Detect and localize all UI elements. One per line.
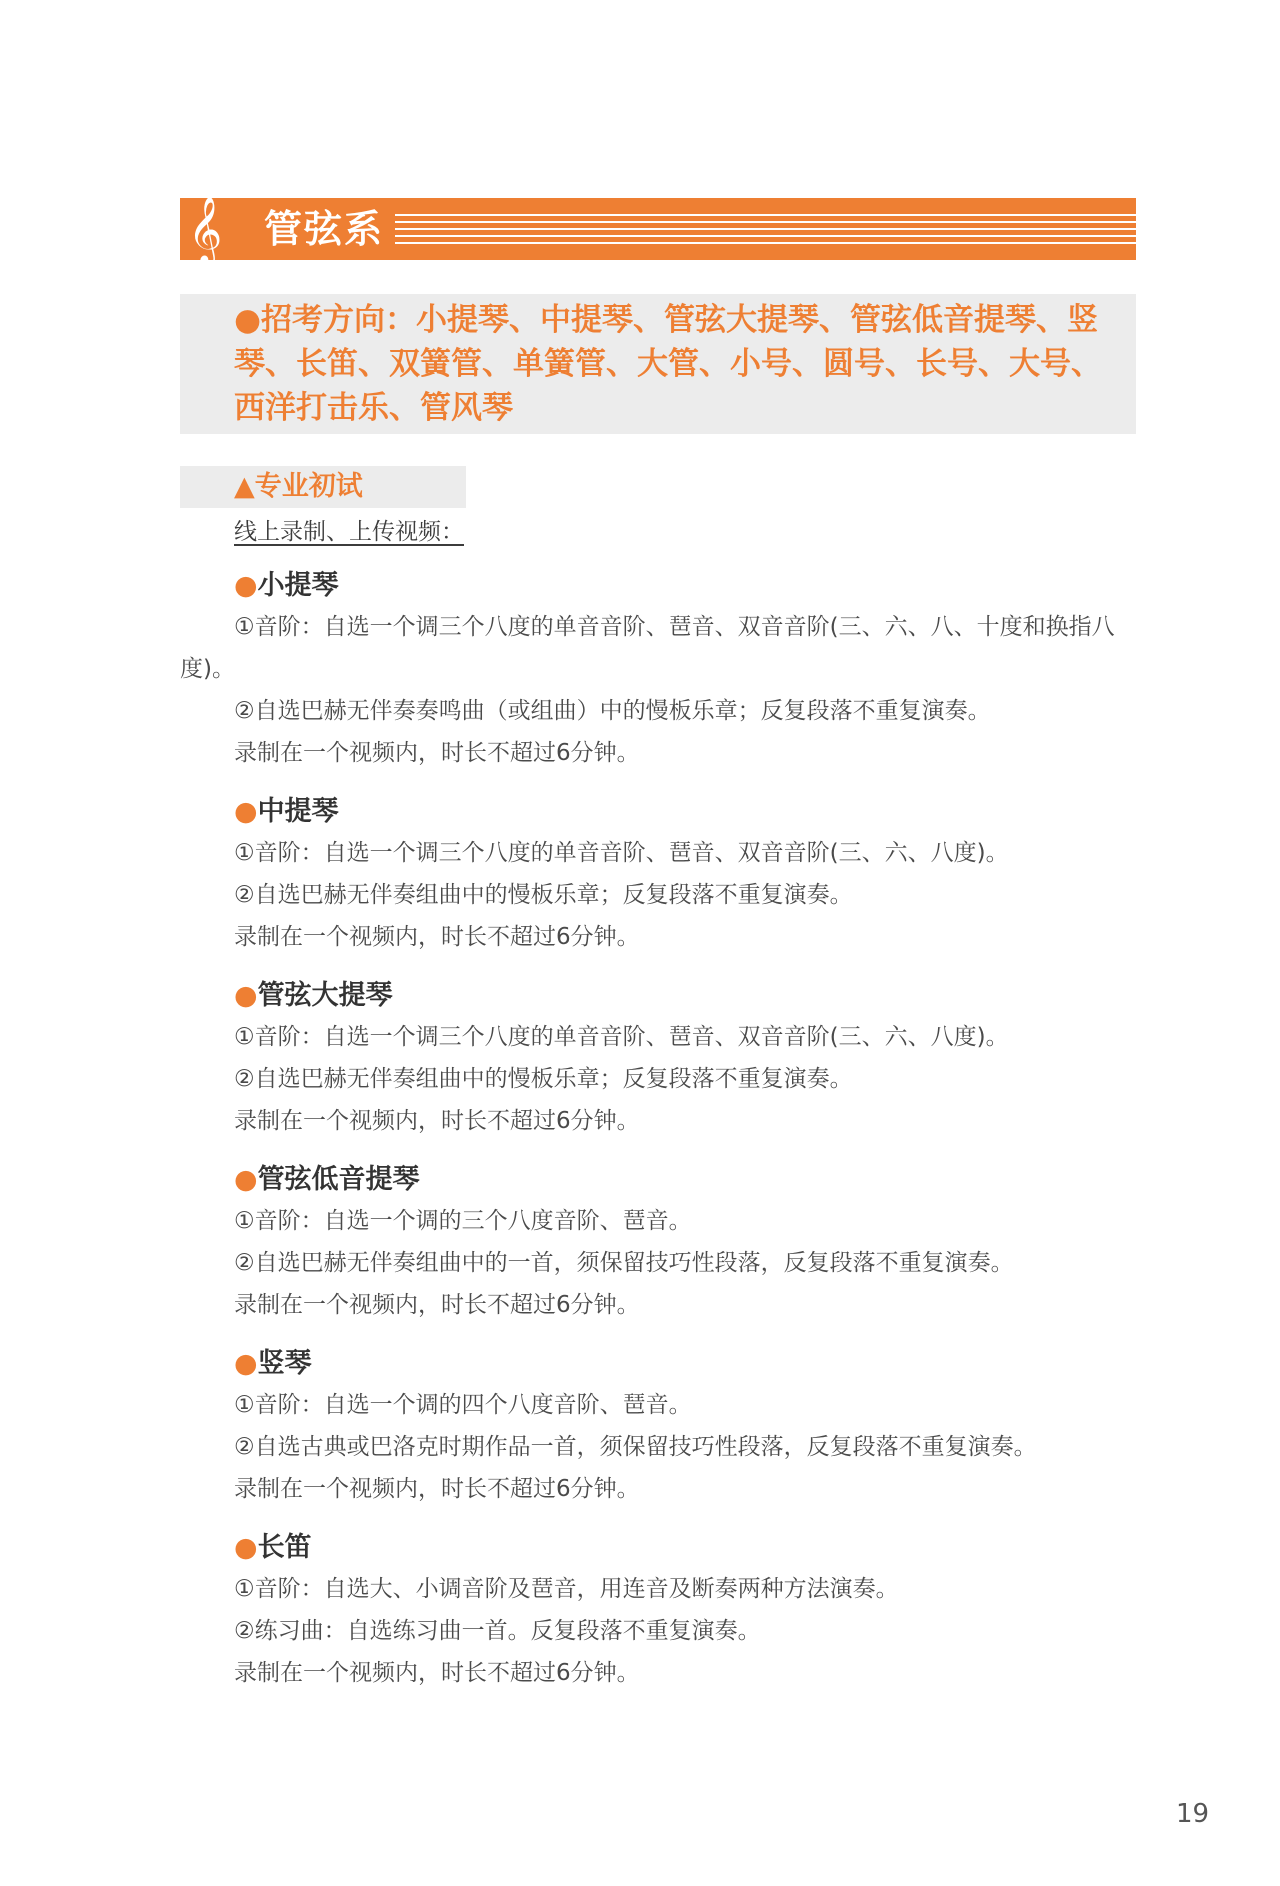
online-upload-heading: 线上录制、上传视频： xyxy=(234,519,464,545)
instrument-title: ●小提琴 xyxy=(234,570,339,601)
requirement-line: ①音阶：自选一个调三个八度的单音音阶、琶音、双音音阶(三、六、八度)。 xyxy=(234,1024,1009,1050)
instrument-section-cello xyxy=(180,976,1136,1142)
requirement-line: 录制在一个视频内，时长不超过6分钟。 xyxy=(234,924,640,950)
requirement-line: 录制在一个视频内，时长不超过6分钟。 xyxy=(234,740,640,766)
requirement-line: ①音阶：自选一个调三个八度的单音音阶、琶音、双音音阶(三、六、八度)。 xyxy=(234,840,1009,866)
instrument-title: ●管弦低音提琴 xyxy=(234,1164,420,1195)
requirement-line: 录制在一个视频内，时长不超过6分钟。 xyxy=(234,1108,640,1134)
bullet-dot-icon: ● xyxy=(234,570,258,601)
bullet-dot-icon: ● xyxy=(234,796,258,827)
instrument-section-viola xyxy=(180,792,1136,958)
requirement-line: ①音阶：自选大、小调音阶及琶音，用连音及断奏两种方法演奏。 xyxy=(234,1576,899,1602)
requirement-line: 录制在一个视频内，时长不超过6分钟。 xyxy=(234,1660,640,1686)
instrument-section-harp xyxy=(180,1344,1136,1510)
instrument-title: ●竖琴 xyxy=(234,1348,312,1379)
instrument-section-violin xyxy=(180,566,1136,774)
instrument-requirements xyxy=(180,566,1136,1712)
bullet-dot-icon: ● xyxy=(234,1532,258,1563)
treble-clef-icon: 𝄞 xyxy=(188,195,223,263)
requirement-line: ①音阶：自选一个调的四个八度音阶、琶音。 xyxy=(234,1392,692,1418)
bullet-dot-icon: ● xyxy=(234,1348,258,1379)
requirement-line: ②自选巴赫无伴奏组曲中的慢板乐章；反复段落不重复演奏。 xyxy=(234,882,853,908)
section-header-bar xyxy=(180,195,1136,263)
bullet-dot-icon: ● xyxy=(234,1164,258,1195)
instrument-title: ●长笛 xyxy=(234,1532,312,1563)
requirement-line: ②练习曲：自选练习曲一首。反复段落不重复演奏。 xyxy=(234,1618,761,1644)
requirement-line: ①音阶：自选一个调三个八度的单音音阶、琶音、双音音阶(三、六、八、十度和换指八度)。 xyxy=(180,614,1115,682)
requirement-line: 录制在一个视频内，时长不超过6分钟。 xyxy=(234,1292,640,1318)
section-title: 管弦系 xyxy=(264,206,385,251)
music-staff-decoration xyxy=(395,212,1280,246)
instrument-title: ●中提琴 xyxy=(234,796,339,827)
admission-direction-text: ●招考方向：小提琴、中提琴、管弦大提琴、管弦低音提琴、竖琴、长笛、双簧管、单簧管、大管、小号、圆号、长号、大号、西洋打击乐、管风琴 xyxy=(234,302,1102,426)
instrument-title: ●管弦大提琴 xyxy=(234,980,393,1011)
bullet-dot-icon: ● xyxy=(234,980,258,1011)
requirement-line: ②自选巴赫无伴奏组曲中的一首，须保留技巧性段落，反复段落不重复演奏。 xyxy=(234,1250,1014,1276)
instrument-section-double-bass xyxy=(180,1160,1136,1326)
requirement-line: ②自选巴赫无伴奏奏鸣曲（或组曲）中的慢板乐章；反复段落不重复演奏。 xyxy=(234,698,991,724)
preliminary-exam-tag xyxy=(180,466,466,508)
requirement-line: ②自选古典或巴洛克时期作品一首，须保留技巧性段落，反复段落不重复演奏。 xyxy=(234,1434,1037,1460)
requirement-line: ②自选巴赫无伴奏组曲中的慢板乐章；反复段落不重复演奏。 xyxy=(234,1066,853,1092)
admission-direction-box xyxy=(180,294,1136,434)
instrument-section-flute xyxy=(180,1528,1136,1694)
requirement-line: 录制在一个视频内，时长不超过6分钟。 xyxy=(234,1476,640,1502)
requirement-line: ①音阶：自选一个调的三个八度音阶、琶音。 xyxy=(234,1208,692,1234)
preliminary-exam-label: ▲专业初试 xyxy=(234,471,363,502)
page-number: 19 xyxy=(1176,1799,1210,1829)
